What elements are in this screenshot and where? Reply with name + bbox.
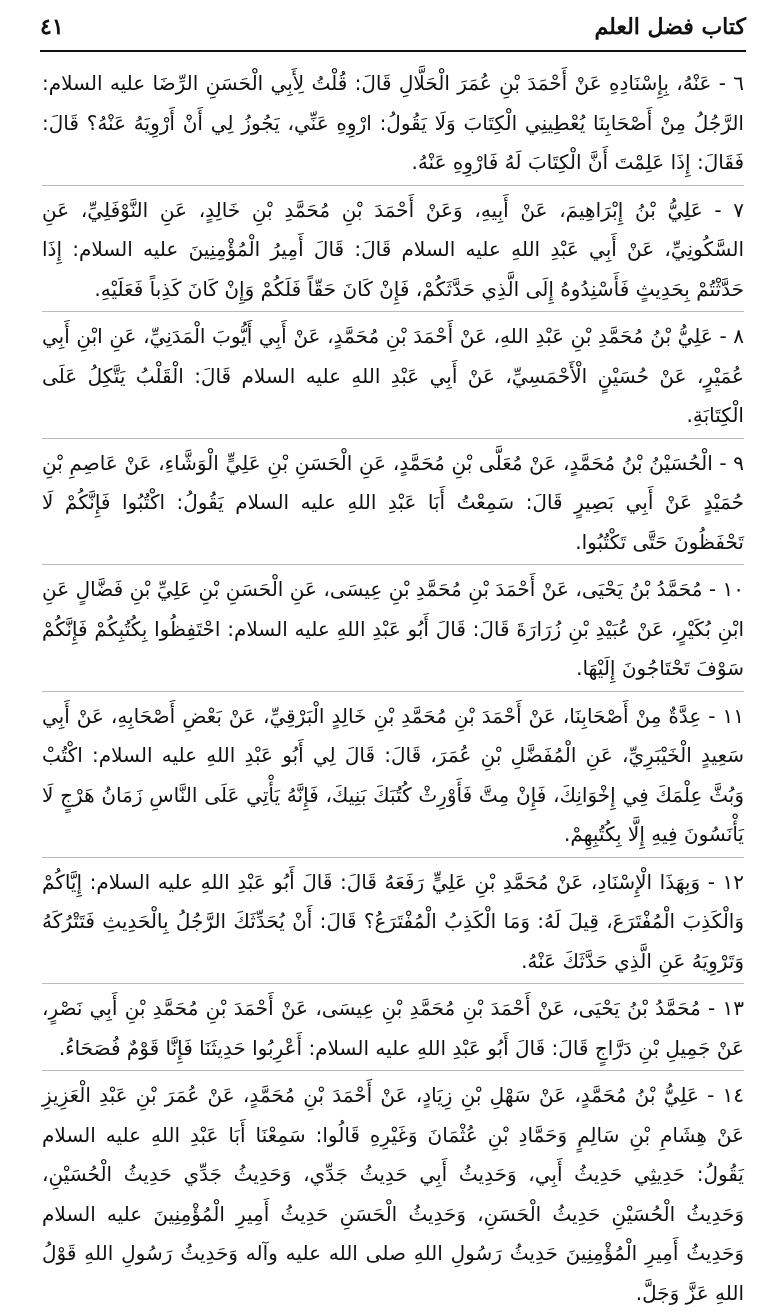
page-body: [42, 64, 744, 1313]
separator: [42, 983, 744, 984]
hadith-7: ٧ - عَلِيُّ بْنُ إِبْرَاهِيمَ، عَنْ أَبِيهِ، وَعَنْ أَحْمَدَ بْنِ مُحَمَّدِ بْنِ خَالِدٍ، عَنِ النَّوْفَلِيِّ، عَنِ السَّكُونِيِّ، عَنْ أَبِي عَبْدِ اللهِ عليه السلام قَالَ: قَالَ أَمِيرُ الْمُؤْمِنِينَ عليه السلام: إِذَا حَدَّثْتُمْ بِحَدِيثٍ فَأَسْنِدُوهُ إِلَى الَّذِي حَدَّثَكُمْ، فَإِنْ كَانَ حَقّاً فَلَكُمْ وَإِنْ كَانَ كَذِباً فَعَلَيْهِ.: [42, 197, 744, 301]
running-title: كتاب فضل العلم: [594, 14, 746, 40]
hadith-12: ١٢ - وَبِهَذَا الْإِسْنَادِ، عَنْ مُحَمَّدِ بْنِ عَلِيٍّ رَفَعَهُ قَالَ: قَالَ أَبُو عَبْدِ اللهِ عليه السلام: إِيَّاكُمْ وَالْكَذِبَ الْمُفْتَرَعَ، قِيلَ لَهُ: وَمَا الْكَذِبُ الْمُفْتَرَعُ؟ قَالَ: أَنْ يُحَدِّثَكَ الرَّجُلُ بِالْحَدِيثِ فَتَتْرُكَهُ وَتَرْوِيَهُ عَنِ الَّذِي حَدَّثَكَ عَنْهُ.: [42, 869, 744, 973]
hadith-9: ٩ - الْحُسَيْنُ بْنُ مُحَمَّدٍ، عَنْ مُعَلَّى بْنِ مُحَمَّدٍ، عَنِ الْحَسَنِ بْنِ عَلِيٍّ الْوَشَّاءِ، عَنْ عَاصِمِ بْنِ حُمَيْدٍ عَنْ أَبِي بَصِيرٍ قَالَ: سَمِعْتُ أَبَا عَبْدِ اللهِ عليه السلام يَقُولُ: اكْتُبُوا فَإِنَّكُمْ لَا تَحْفَظُونَ حَتَّى تَكْتُبُوا.: [42, 450, 744, 554]
separator: [42, 691, 744, 692]
separator: [42, 857, 744, 858]
separator: [42, 311, 744, 312]
header-rule: [40, 50, 746, 52]
page-header: [40, 12, 746, 48]
separator: [42, 438, 744, 439]
hadith-11: ١١ - عِدَّةٌ مِنْ أَصْحَابِنَا، عَنْ أَحْمَدَ بْنِ مُحَمَّدِ بْنِ خَالِدٍ الْبَرْقِيِّ، عَنْ بَعْضِ أَصْحَابِهِ، عَنْ أَبِي سَعِيدٍ الْخَيْبَرِيِّ، عَنِ الْمُفَضَّلِ بْنِ عُمَرَ، قَالَ: قَالَ لِي أَبُو عَبْدِ اللهِ عليه السلام: اكْتُبْ وَبُثَّ عِلْمَكَ فِي إِخْوَانِكَ، فَإِنْ مِتَّ فَأَوْرِثْ كُتُبَكَ بَنِيكَ، فَإِنَّهُ يَأْتِي عَلَى النَّاسِ زَمَانُ هَرْجٍ لَا يَأْنَسُونَ فِيهِ إِلَّا بِكُتُبِهِمْ.: [42, 703, 744, 846]
hadith-6: ٦ - عَنْهُ، بِإِسْنَادِهِ عَنْ أَحْمَدَ بْنِ عُمَرَ الْحَلَّالِ قَالَ: قُلْتُ لِأَبِي الْحَسَنِ الرِّضَا عليه السلام: الرَّجُلُ مِنْ أَصْحَابِنَا يُعْطِينِي الْكِتَابَ وَلَا يَقُولُ: ارْوِهِ عَنِّي، يَجُوزُ لِي أَنْ أَرْوِيَهُ عَنْهُ؟ قَالَ: فَقَالَ: إِذَا عَلِمْتَ أَنَّ الْكِتَابَ لَهُ فَارْوِهِ عَنْهُ.: [42, 71, 744, 174]
separator: [42, 1070, 744, 1071]
separator: [42, 564, 744, 565]
separator: [42, 185, 744, 186]
hadith-10: ١٠ - مُحَمَّدُ بْنُ يَحْيَى، عَنْ أَحْمَدَ بْنِ مُحَمَّدِ بْنِ عِيسَى، عَنِ الْحَسَنِ بْنِ عَلِيِّ بْنِ فَضَّالٍ عَنِ ابْنِ بُكَيْرٍ، عَنْ عُبَيْدِ بْنِ زُرَارَةَ قَالَ: قَالَ أَبُو عَبْدِ اللهِ عليه السلام: احْتَفِظُوا بِكُتُبِكُمْ فَإِنَّكُمْ سَوْفَ تَحْتَاجُونَ إِلَيْهَا.: [42, 577, 744, 680]
page-number: ٤١: [40, 14, 64, 40]
hadith-13: ١٣ - مُحَمَّدُ بْنُ يَحْيَى، عَنْ أَحْمَدَ بْنِ مُحَمَّدِ بْنِ عِيسَى، عَنْ أَحْمَدَ بْنِ مُحَمَّدِ بْنِ أَبِي نَصْرٍ، عَنْ جَمِيلِ بْنِ دَرَّاجٍ قَالَ: قَالَ أَبُو عَبْدِ اللهِ عليه السلام: أَعْرِبُوا حَدِيثَنَا فَإِنَّا قَوْمٌ فُصَحَاءُ.: [42, 996, 744, 1060]
hadith-14: ١٤ - عَلِيُّ بْنُ مُحَمَّدٍ، عَنْ سَهْلِ بْنِ زِيَادٍ، عَنْ أَحْمَدَ بْنِ مُحَمَّدٍ، عَنْ عُمَرَ بْنِ عَبْدِ الْعَزِيزِ عَنْ هِشَامِ بْنِ سَالِمٍ وَحَمَّادِ بْنِ عُثْمَانَ وَغَيْرِهِ قَالُوا: سَمِعْنَا أَبَا عَبْدِ اللهِ عليه السلام يَقُولُ: حَدِيثِي حَدِيثُ أَبِي، وَحَدِيثُ أَبِي حَدِيثُ جَدِّي، وَحَدِيثُ جَدِّي حَدِيثُ الْحُسَيْنِ، وَحَدِيثُ الْحُسَيْنِ حَدِيثُ الْحَسَنِ، وَحَدِيثُ الْحَسَنِ حَدِيثُ أَمِيرِ الْمُؤْمِنِينَ عليه السلام وَحَدِيثُ أَمِيرِ الْمُؤْمِنِينَ حَدِيثُ رَسُولِ اللهِ صلى الله عليه وآله وَحَدِيثُ رَسُولِ اللهِ قَوْلُ اللهِ عَزَّ وَجَلَّ.: [42, 1083, 744, 1305]
hadith-8: ٨ - عَلِيُّ بْنُ مُحَمَّدِ بْنِ عَبْدِ اللهِ، عَنْ أَحْمَدَ بْنِ مُحَمَّدٍ، عَنْ أَبِي أَيُّوبَ الْمَدَنِيِّ، عَنِ ابْنِ أَبِي عُمَيْرٍ، عَنْ حُسَيْنٍ الْأَحْمَسِيِّ، عَنْ أَبِي عَبْدِ اللهِ عليه السلام قَالَ: الْقَلْبُ يَتَّكِلُ عَلَى الْكِتَابَةِ.: [42, 324, 744, 427]
